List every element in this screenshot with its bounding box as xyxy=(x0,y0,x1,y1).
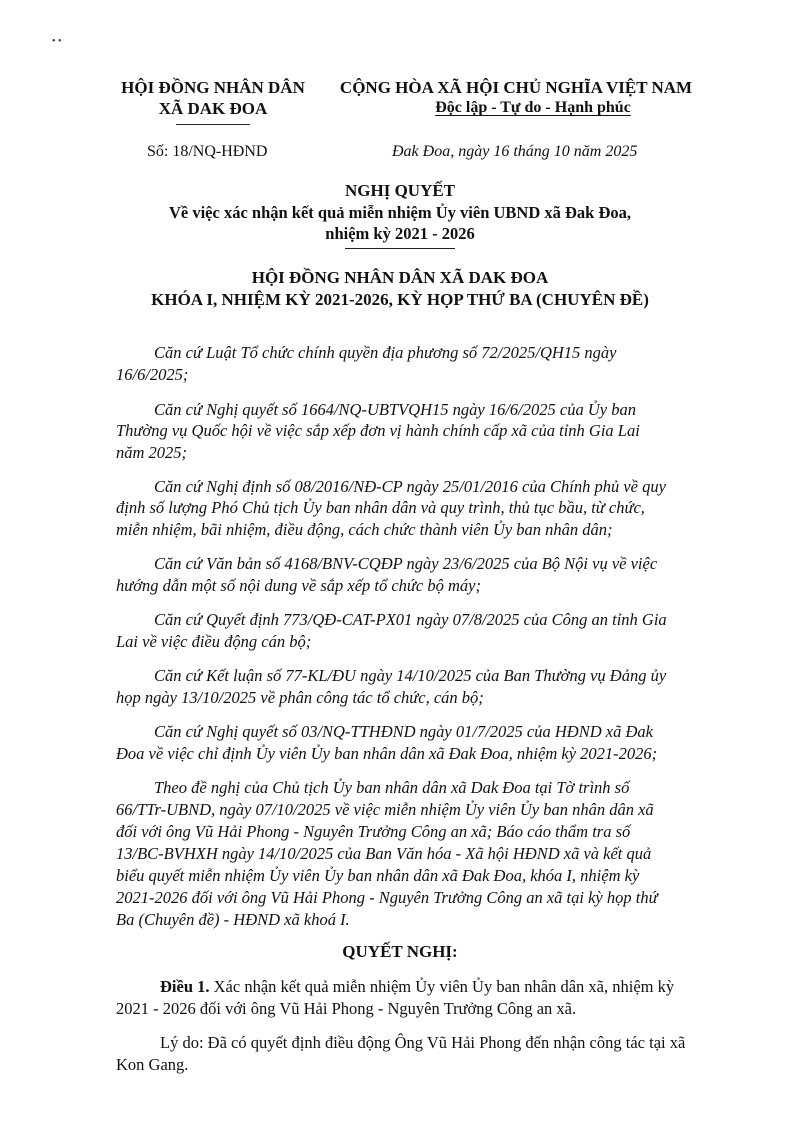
basis-6-line1: Căn cứ Kết luận số 77-KL/ĐU ngày 14/10/2025 của Ban Thường vụ Đảng ủy xyxy=(154,666,667,685)
basis-2-line1: Căn cứ Nghị quyết số 1664/NQ-UBTVQH15 ngày 16/6/2025 của Ủy ban xyxy=(154,400,636,419)
issuer-rule xyxy=(176,124,250,125)
basis-5-line1: Căn cứ Quyết định 773/QĐ-CAT-PX01 ngày 07/8/2025 của Công an tỉnh Gia xyxy=(154,610,667,629)
title-subject-line2: nhiệm kỳ 2021 - 2026 xyxy=(325,224,475,243)
title-subject-line1: Về việc xác nhận kết quả miễn nhiệm Ủy viên UBND xã Đak Đoa, xyxy=(168,203,632,222)
article-1-text: Xác nhận kết quả miễn nhiệm Ủy viên Ủy ban nhân dân xã, nhiệm kỳ xyxy=(209,977,675,996)
decision-heading: QUYẾT NGHỊ: xyxy=(342,942,458,961)
proposal-line1: Theo đề nghị của Chủ tịch Ủy ban nhân dân xã Dak Đoa tại Tờ trình số xyxy=(154,778,630,797)
basis-3-line2: định số lượng Phó Chủ tịch Ủy ban nhân dân và quy trình, thủ tục bầu, từ chức, xyxy=(116,498,645,517)
basis-2-line3: năm 2025; xyxy=(116,443,188,462)
proposal-line4: 13/BC-BVHXH ngày 14/10/2025 của Ban Văn hóa - Xã hội HĐND xã và kết quả xyxy=(116,844,652,863)
proposal-line3: đối với ông Vũ Hải Phong - Nguyên Trưởng Công an xã; Báo cáo thẩm tra số xyxy=(116,822,631,841)
document-title: NGHỊ QUYẾT xyxy=(344,181,456,200)
basis-1-line1: Căn cứ Luật Tổ chức chính quyền địa phương số 72/2025/QH15 ngày xyxy=(154,343,617,362)
proposal-line7: Ba (Chuyên đề) - HĐND xã khoá I. xyxy=(116,910,350,929)
issuer-commune: XÃ DAK ĐOA xyxy=(158,99,268,118)
issuer-name: HỘI ĐỒNG NHÂN DÂN xyxy=(121,78,305,97)
place-date: Đak Đoa, ngày 16 tháng 10 năm 2025 xyxy=(392,143,638,160)
article-1-label: Điều 1. xyxy=(160,977,210,996)
council-name: HỘI ĐỒNG NHÂN DÂN XÃ DAK ĐOA xyxy=(251,268,549,287)
basis-2-line2: Thường vụ Quốc hội về việc sắp xếp đơn vị hành chính cấp xã của tỉnh Gia Lai xyxy=(116,421,640,440)
document-number: Số: 18/NQ-HĐND xyxy=(147,143,268,160)
article-1-line1 xyxy=(160,977,674,997)
proposal-line5: biểu quyết miễn nhiệm Ủy viên Ủy ban nhân dân xã Đak Đoa, khóa I, nhiệm kỳ xyxy=(116,866,640,885)
article-1-line2: 2021 - 2026 đối với ông Vũ Hải Phong - Nguyên Trưởng Công an xã. xyxy=(116,999,577,1018)
basis-3-line3: miễn nhiệm, bãi nhiệm, điều động, cách chức thành viên Ủy ban nhân dân; xyxy=(116,520,613,539)
proposal-line2: 66/TTr-UBND, ngày 07/10/2025 về việc miễn nhiệm Ủy viên Ủy ban nhân dân xã xyxy=(116,800,654,819)
reason-line2: Kon Gang. xyxy=(116,1055,189,1074)
basis-4-line2: hướng dẫn một số nội dung về sắp xếp tổ chức bộ máy; xyxy=(116,576,481,595)
basis-7-line2: Đoa về việc chỉ định Ủy viên Ủy ban nhân dân xã Đak Đoa, nhiệm kỳ 2021-2026; xyxy=(116,744,658,763)
basis-7-line1: Căn cứ Nghị quyết số 03/NQ-TTHĐND ngày 01/7/2025 của HĐND xã Đak xyxy=(154,722,653,741)
council-session: KHÓA I, NHIỆM KỲ 2021-2026, KỲ HỌP THỨ BA (CHUYÊN ĐỀ) xyxy=(151,290,649,309)
basis-4-line1: Căn cứ Văn bản số 4168/BNV-CQĐP ngày 23/6/2025 của Bộ Nội vụ về việc xyxy=(154,554,658,573)
basis-1-line2: 16/6/2025; xyxy=(116,365,189,384)
motto: Độc lập - Tự do - Hạnh phúc xyxy=(435,99,631,116)
basis-5-line2: Lai về việc điều động cán bộ; xyxy=(116,632,312,651)
basis-3-line1: Căn cứ Nghị định số 08/2016/NĐ-CP ngày 25/01/2016 của Chính phủ về quy xyxy=(154,477,666,496)
title-rule xyxy=(345,248,455,249)
scan-mark: • • xyxy=(52,36,62,47)
reason-line1: Lý do: Đã có quyết định điều động Ông Vũ Hải Phong đến nhận công tác tại xã xyxy=(160,1033,686,1052)
country-name: CỘNG HÒA XÃ HỘI CHỦ NGHĨA VIỆT NAM xyxy=(339,78,693,97)
basis-6-line2: họp ngày 13/10/2025 về phân công tác tổ chức, cán bộ; xyxy=(116,688,484,707)
proposal-line6: 2021-2026 đối với ông Vũ Hải Phong - Nguyên Trưởng Công an xã tại kỳ họp thứ xyxy=(116,888,658,907)
